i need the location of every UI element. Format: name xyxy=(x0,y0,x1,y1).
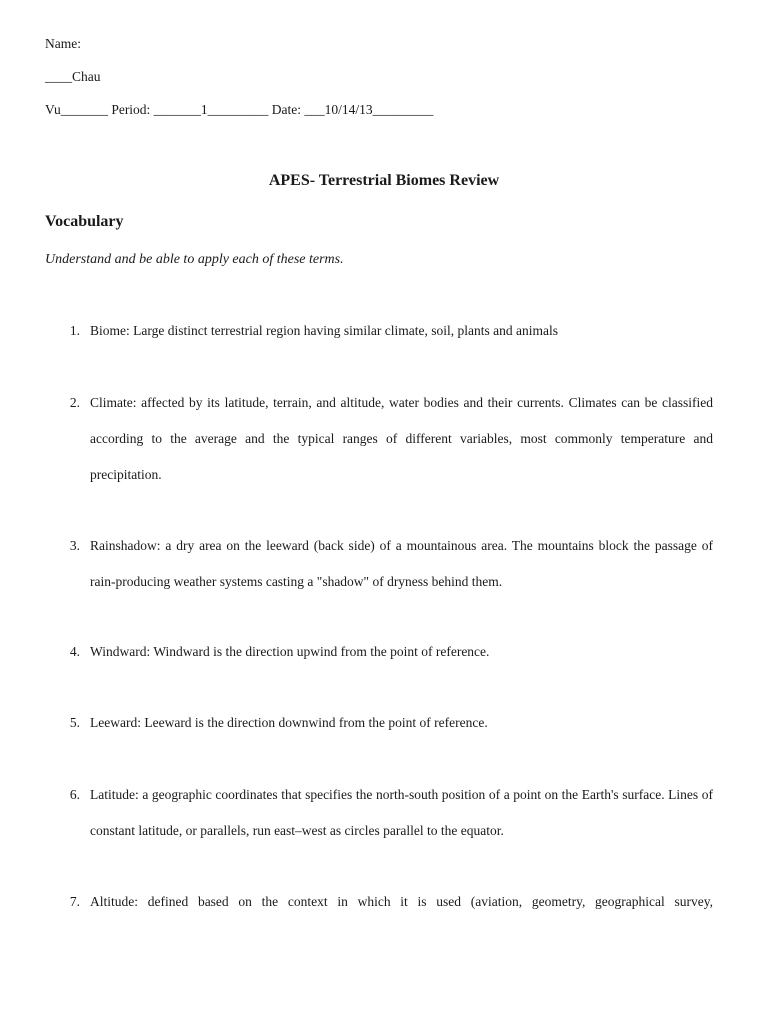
list-item-text: Leeward: Leeward is the direction downwind from the point of reference. xyxy=(90,715,488,730)
list-item-text: Rainshadow: a dry area on the leeward (back side) of a mountainous area. The mountains block the passage of rain-producing weather systems casting a "shadow" of dryness behind them. xyxy=(90,538,713,589)
list-item-text: Altitude: defined based on the context in which it is used (aviation, geometry, geographical survey, xyxy=(90,894,713,909)
list-item-text: Windward: Windward is the direction upwind from the point of reference. xyxy=(90,644,490,659)
list-item-number: 4. xyxy=(69,644,80,659)
list-item-text: Latitude: a geographic coordinates that specifies the north-south position of a point on the Earth's surface. Lines of constant latitude, or parallels, run east–west as circles parallel to the equator. xyxy=(90,787,713,838)
list-item-text: Biome: Large distinct terrestrial region having similar climate, soil, plants and animals xyxy=(90,323,559,338)
section-heading: Vocabulary xyxy=(45,213,124,230)
list-item-number: 5. xyxy=(69,715,80,730)
list-item-number: 1. xyxy=(69,323,80,338)
document-title: APES- Terrestrial Biomes Review xyxy=(268,172,500,189)
list-item-number: 3. xyxy=(69,538,80,553)
section-instruction: Understand and be able to apply each of these terms. xyxy=(45,252,344,267)
period-date-line: Vu_______ Period: _______1_________ Date: ___10/14/13_________ xyxy=(45,102,434,117)
list-item-number: 7. xyxy=(69,894,80,909)
name-label: Name: xyxy=(45,36,81,51)
list-item-number: 6. xyxy=(69,787,80,802)
name-value: ____Chau xyxy=(45,69,101,84)
list-item-number: 2. xyxy=(69,395,80,410)
list-item-text: Climate: affected by its latitude, terrain, and altitude, water bodies and their currents. Climates can be classified according to the average and the typical ranges of different variables, most commonly temperature and precipitation. xyxy=(90,395,713,482)
